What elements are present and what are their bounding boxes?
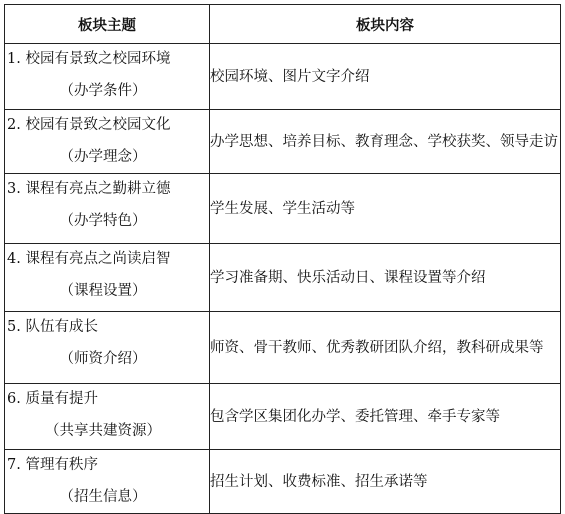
topic-subtitle: （办学条件） — [59, 83, 147, 99]
table-row — [5, 244, 561, 312]
topic-title: 5. 队伍有成长 — [7, 319, 98, 335]
table-row — [5, 110, 561, 174]
header-topic: 板块主题 — [5, 5, 210, 44]
topic-cell — [5, 44, 210, 110]
topic-cell — [5, 174, 210, 244]
topic-subtitle: （招生信息） — [59, 489, 147, 505]
header-row — [5, 5, 561, 44]
table-row — [5, 312, 561, 384]
content-cell: 师资、骨干教师、优秀教研团队介绍，教科研成果等 — [210, 312, 561, 384]
content-cell: 包含学区集团化办学、委托管理、牵手专家等 — [210, 384, 561, 450]
topic-subtitle: （课程设置） — [59, 283, 147, 299]
topic-cell — [5, 450, 210, 514]
topic-cell — [5, 312, 210, 384]
topic-subtitle: （共享共建资源） — [45, 423, 161, 439]
table-row — [5, 384, 561, 450]
topic-title: 6. 质量有提升 — [7, 391, 98, 407]
section-table — [4, 4, 561, 514]
topic-cell — [5, 244, 210, 312]
table-row — [5, 450, 561, 514]
table-row — [5, 44, 561, 110]
topic-title: 3. 课程有亮点之勤耕立德 — [7, 181, 171, 197]
content-cell: 学生发展、学生活动等 — [210, 174, 561, 244]
topic-subtitle: （办学理念） — [59, 149, 147, 165]
topic-title: 1. 校园有景致之校园环境 — [7, 51, 171, 67]
table-row — [5, 174, 561, 244]
content-cell: 学习准备期、快乐活动日、课程设置等介绍 — [210, 244, 561, 312]
topic-subtitle: （办学特色） — [59, 213, 147, 229]
topic-title: 2. 校园有景致之校园文化 — [7, 117, 171, 133]
content-cell: 校园环境、图片文字介绍 — [210, 44, 561, 110]
topic-cell — [5, 384, 210, 450]
topic-title: 4. 课程有亮点之尚读启智 — [7, 251, 171, 267]
topic-subtitle: （师资介绍） — [59, 351, 147, 367]
topic-title: 7. 管理有秩序 — [7, 457, 98, 473]
content-cell: 招生计划、收费标准、招生承诺等 — [210, 450, 561, 514]
content-cell: 办学思想、培养目标、教育理念、学校获奖、领导走访 — [210, 110, 561, 174]
header-content: 板块内容 — [210, 5, 561, 44]
topic-cell — [5, 110, 210, 174]
